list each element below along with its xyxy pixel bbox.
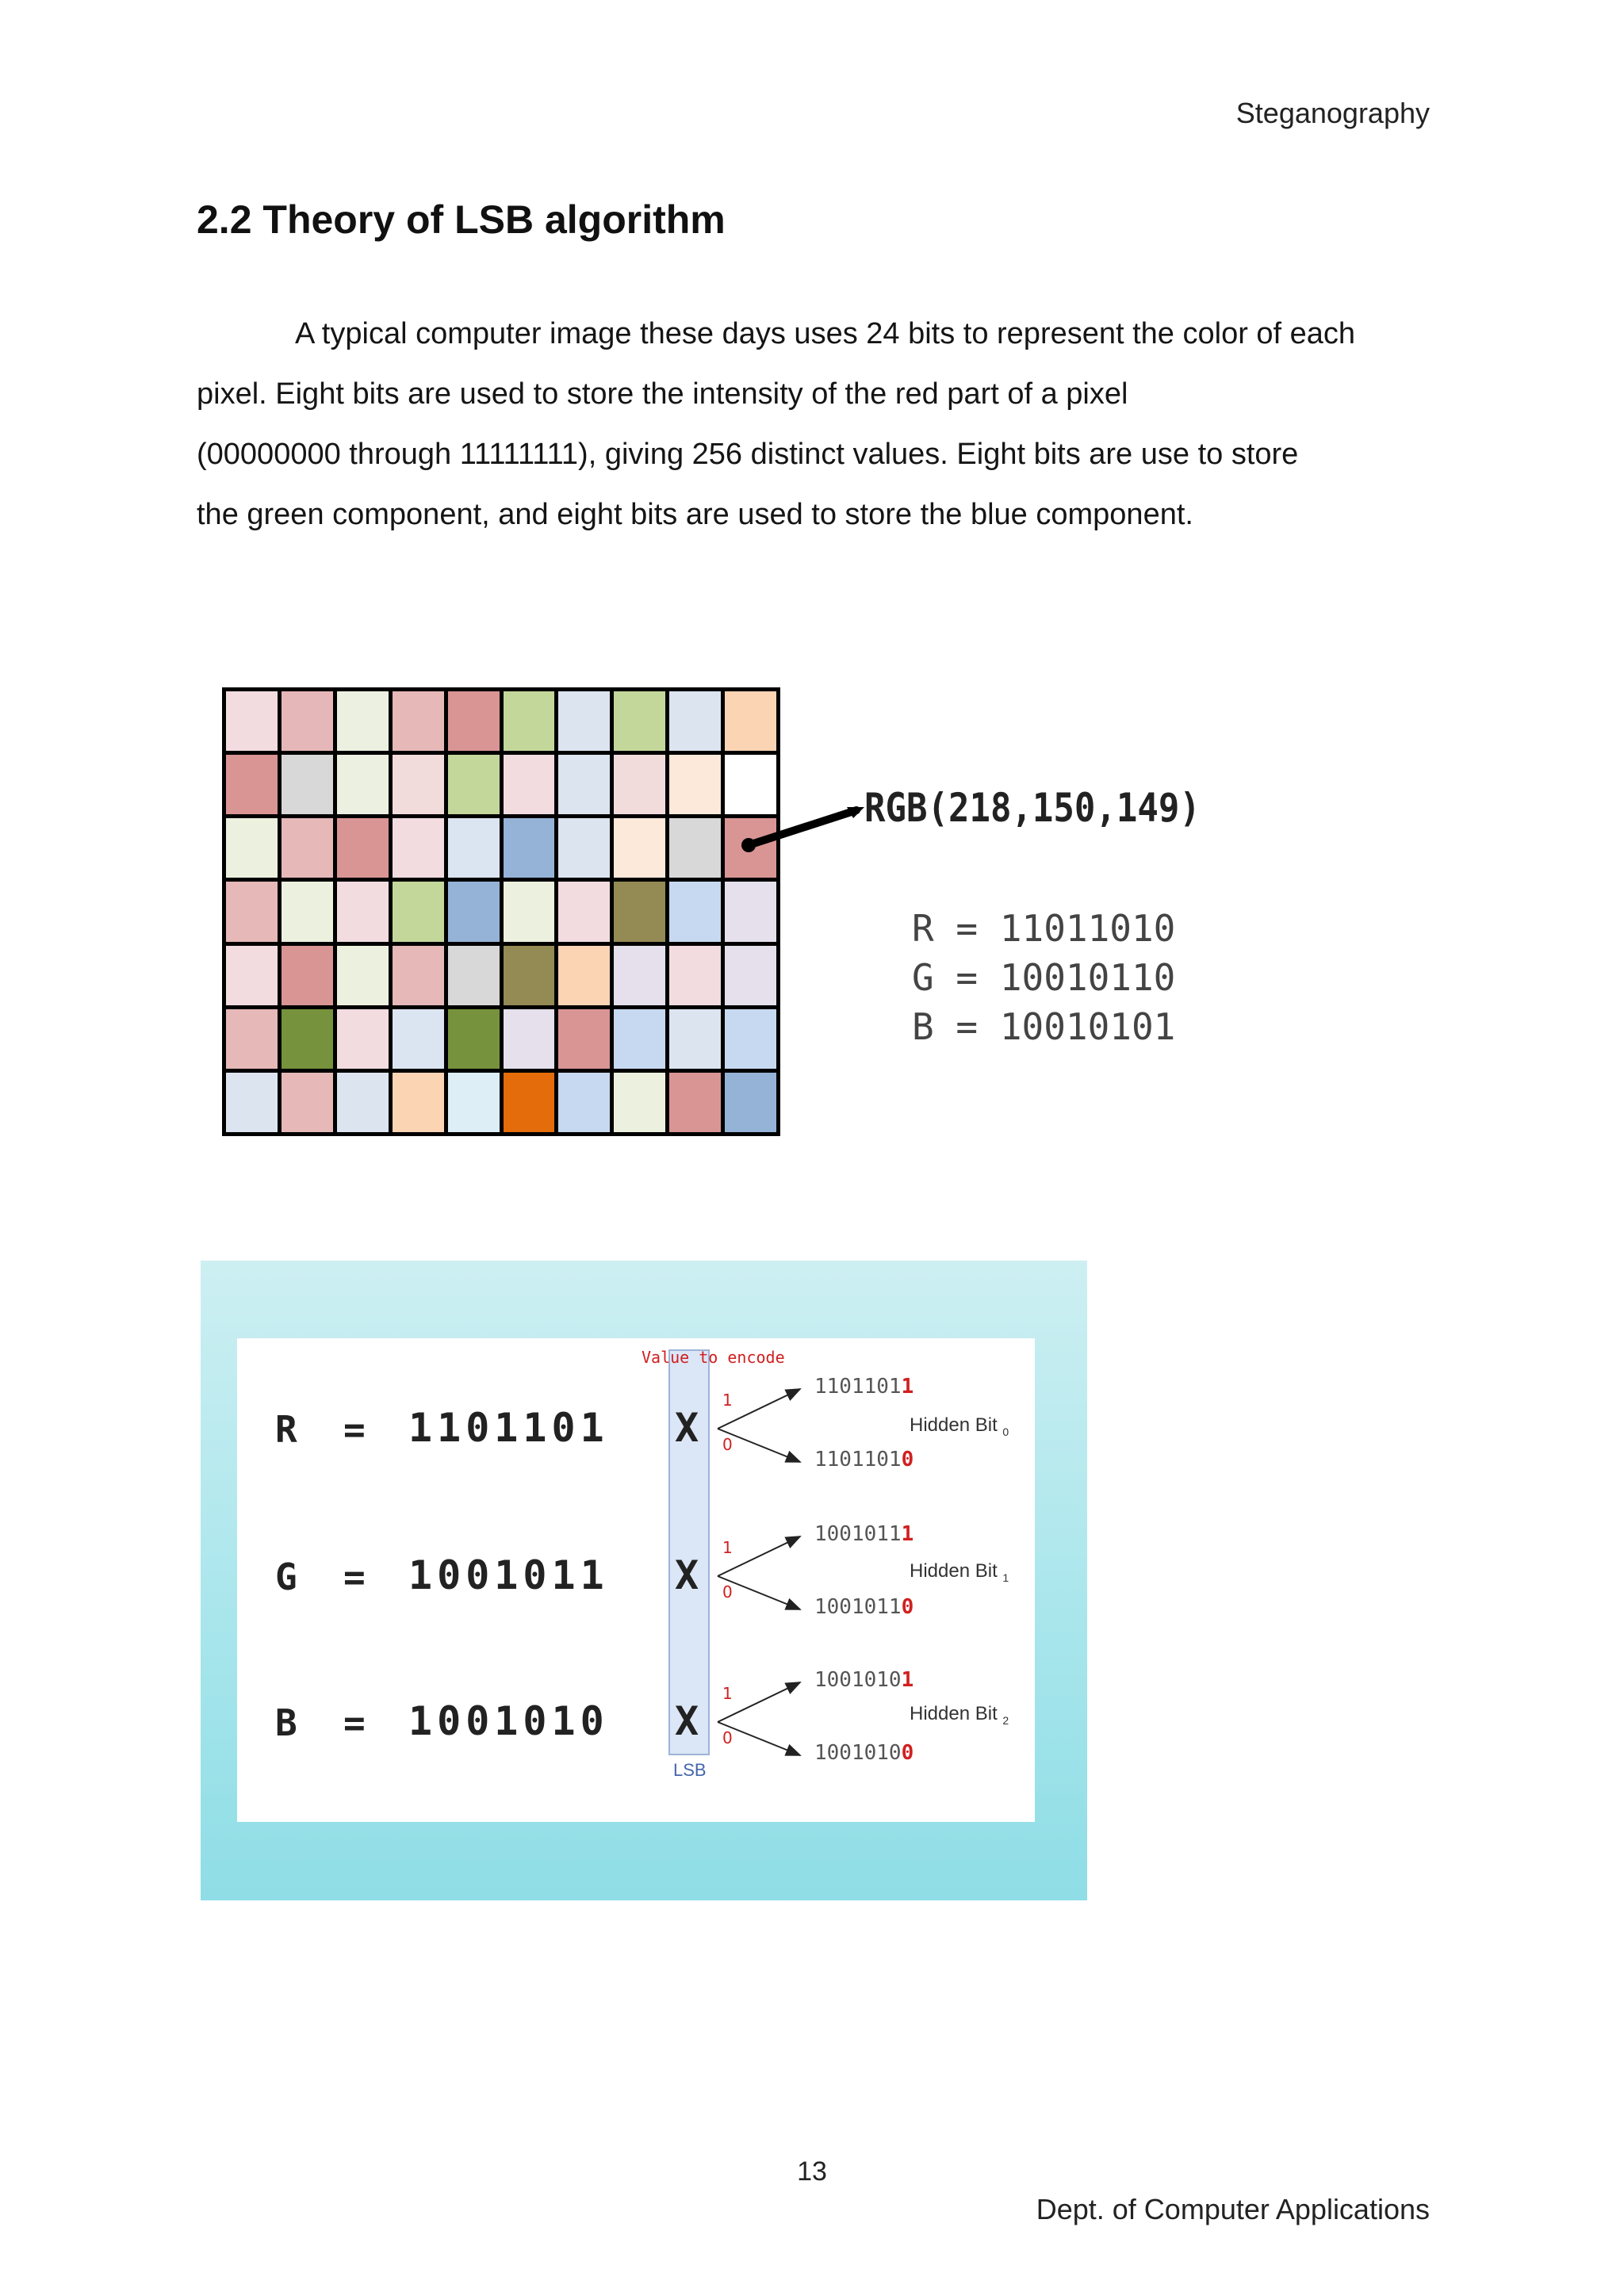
pixel-cell (282, 1009, 333, 1069)
pixel-cell (614, 1073, 665, 1132)
pointer-arrow (737, 785, 872, 856)
pixel-cell (504, 1073, 555, 1132)
row-b-hidden-bit: Hidden Bit $_2$ (910, 1703, 1009, 1727)
pixel-cell (226, 1009, 278, 1069)
lsb-diagram (201, 1261, 1087, 1900)
pixel-cell (725, 691, 776, 751)
pixel-cell (448, 882, 500, 941)
pixel-cell (337, 1073, 389, 1132)
pixel-cell (614, 818, 665, 878)
row-r-equals: = (343, 1408, 366, 1451)
pixel-cell (226, 946, 278, 1005)
pixel-cell (448, 755, 500, 814)
pixel-cell (558, 818, 610, 878)
pixel-cell (393, 1073, 444, 1132)
pixel-cell (669, 691, 721, 751)
pixel-cell (504, 882, 555, 941)
row-r-lsb-x: X (675, 1405, 699, 1451)
pixel-cell (337, 882, 389, 941)
pixel-cell (725, 882, 776, 941)
row-b-bits: 1001010 (408, 1698, 609, 1744)
pixel-grid-figure (222, 687, 780, 1136)
row-r-channel: R (275, 1408, 297, 1451)
pixel-cell (448, 818, 500, 878)
pixel-cell (226, 818, 278, 878)
row-r-one: 1 (722, 1391, 733, 1410)
pixel-cell (725, 1009, 776, 1069)
row-g-hidden-bit: Hidden Bit $_1$ (910, 1560, 1009, 1584)
pixel-cell (669, 1009, 721, 1069)
pixel-cell (393, 755, 444, 814)
row-b-one: 1 (722, 1684, 733, 1703)
pixel-cell (725, 1073, 776, 1132)
pixel-cell (282, 882, 333, 941)
pixel-cell (504, 691, 555, 751)
pointer-dot (741, 838, 756, 852)
row-b-channel: B (275, 1701, 297, 1744)
pixel-cell (337, 818, 389, 878)
lsb-label: LSB (673, 1760, 707, 1780)
value-to-encode-label: Value to encode (642, 1348, 785, 1367)
pixel-cell (614, 755, 665, 814)
row-g-equals: = (343, 1556, 366, 1598)
pixel-cell (282, 818, 333, 878)
pixel-cell (337, 1009, 389, 1069)
running-header: Steganography (1235, 97, 1430, 129)
pixel-cell (393, 691, 444, 751)
pixel-cell (558, 755, 610, 814)
row-g-one: 1 (722, 1538, 733, 1557)
lsb-card (237, 1338, 1035, 1822)
pixel-cell (448, 1073, 500, 1132)
pixel-cell (558, 691, 610, 751)
row-r-zero: 0 (722, 1435, 733, 1454)
binary-row-g: G = 10010110 (912, 956, 1176, 999)
binary-row-r: R = 11011010 (912, 907, 1176, 950)
pixel-cell (337, 691, 389, 751)
row-b-result-one: 10010101 (814, 1668, 914, 1692)
pixel-cell (558, 1073, 610, 1132)
row-g-channel: G (275, 1556, 297, 1598)
paragraph-line: the green component, and eight bits are used to store the blue component. (197, 498, 1193, 531)
pixel-cell (282, 691, 333, 751)
pixel-cell (393, 946, 444, 1005)
binary-row-b: B = 10010101 (912, 1005, 1176, 1048)
pixel-cell (282, 1073, 333, 1132)
pixel-cell (504, 946, 555, 1005)
pixel-cell (614, 1009, 665, 1069)
pixel-cell (669, 1073, 721, 1132)
row-g-lsb-x: X (675, 1552, 699, 1598)
row-r-result-one: 11011011 (814, 1375, 914, 1399)
pixel-cell (558, 946, 610, 1005)
paragraph-line: pixel. Eight bits are used to store the intensity of the red part of a pixel (197, 377, 1128, 411)
pixel-cell (282, 946, 333, 1005)
pixel-cell (504, 818, 555, 878)
pixel-cell (669, 755, 721, 814)
row-r-bits: 1101101 (408, 1405, 609, 1451)
pixel-cell (226, 882, 278, 941)
row-r-hidden-bit: Hidden Bit $_0$ (910, 1414, 1009, 1438)
paragraph-line: A typical computer image these days uses 24 bits to represent the color of each (295, 317, 1356, 350)
pixel-cell (669, 882, 721, 941)
pixel-cell (226, 1073, 278, 1132)
pixel-cell (448, 691, 500, 751)
body-paragraph (197, 304, 1434, 545)
pixel-cell (504, 1009, 555, 1069)
pixel-cell (337, 946, 389, 1005)
pixel-cell (448, 946, 500, 1005)
row-g-zero: 0 (722, 1582, 733, 1601)
row-g-bits: 1001011 (408, 1552, 609, 1598)
row-b-equals: = (343, 1701, 366, 1744)
pixel-cell (725, 946, 776, 1005)
pixel-cell (614, 946, 665, 1005)
pixel-cell (337, 755, 389, 814)
row-b-result-zero: 10010100 (814, 1741, 914, 1765)
pixel-cell (669, 946, 721, 1005)
pixel-cell (282, 755, 333, 814)
section-heading: 2.2 Theory of LSB algorithm (197, 197, 726, 242)
row-g-result-one: 10010111 (814, 1522, 914, 1546)
pixel-cell (614, 882, 665, 941)
pixel-cell (226, 691, 278, 751)
pixel-cell (393, 1009, 444, 1069)
binary-breakdown (912, 904, 1175, 1051)
pixel-cell (504, 755, 555, 814)
rgb-value-label: RGB(218,150,149) (864, 785, 1201, 831)
row-b-lsb-x: X (675, 1698, 699, 1744)
pixel-cell (558, 882, 610, 941)
footer-department: Dept. of Computer Applications (1036, 2193, 1430, 2225)
row-r-result-zero: 11011010 (814, 1448, 914, 1471)
pixel-cell (448, 1009, 500, 1069)
pixel-cell (226, 755, 278, 814)
row-g-result-zero: 10010110 (814, 1595, 914, 1619)
row-b-zero: 0 (722, 1728, 733, 1747)
pixel-cell (669, 818, 721, 878)
pixel-cell (558, 1009, 610, 1069)
pixel-cell (614, 691, 665, 751)
pointer-line (749, 810, 856, 845)
pixel-cell (393, 818, 444, 878)
paragraph-line: (00000000 through 11111111), giving 256 distinct values. Eight bits are use to store (197, 438, 1299, 471)
pixel-cell (393, 882, 444, 941)
page-number: 13 (797, 2156, 827, 2187)
